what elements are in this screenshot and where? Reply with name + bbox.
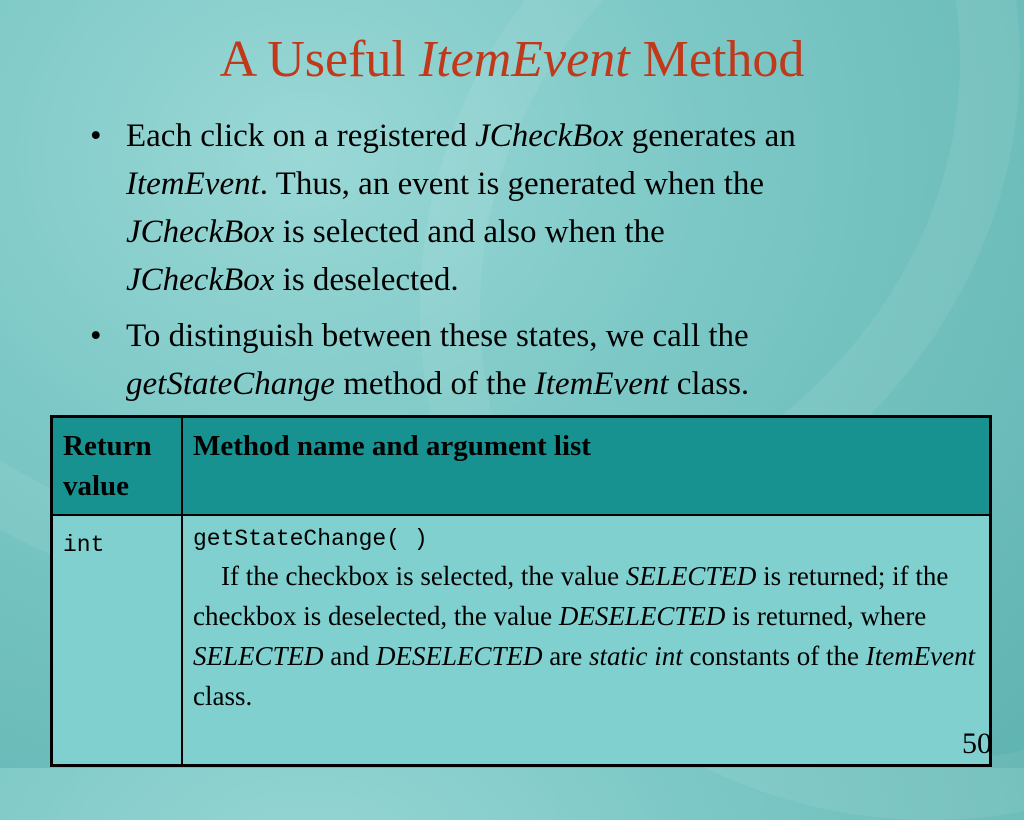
bullet-item — [82, 112, 962, 304]
bullet-text: class. — [668, 366, 750, 402]
desc-text: is returned; if the checkbox is deselected, the value — [193, 561, 949, 631]
title-italic: ItemEvent — [418, 31, 630, 88]
return-type: int — [63, 532, 105, 558]
bullet-italic: JCheckBox — [126, 214, 275, 250]
bullet-italic: getStateChange — [126, 366, 335, 402]
bullet-text: To distinguish between these states, we call the — [126, 318, 749, 354]
bullet-text: method of the — [334, 366, 535, 402]
method-signature: getStateChange( ) — [193, 526, 428, 552]
bullet-italic: JCheckBox — [475, 118, 624, 154]
bullet-list — [82, 112, 962, 416]
desc-text: class. — [193, 681, 253, 711]
desc-text: are — [542, 641, 589, 671]
desc-text: and — [323, 641, 377, 671]
header-return-value: Return value — [52, 417, 183, 516]
bullet-text: is selected and also when the — [274, 214, 665, 250]
method-description — [193, 556, 979, 716]
desc-italic: static int — [589, 641, 683, 671]
table-header-row — [52, 417, 991, 516]
desc-italic: DESELECTED — [376, 641, 543, 671]
table-row — [52, 515, 991, 766]
bullet-text: Each click on a registered — [126, 118, 476, 154]
bullet-text: generates an — [623, 118, 796, 154]
bullet-italic: JCheckBox — [126, 262, 275, 298]
cell-return-value — [52, 515, 183, 766]
desc-text: If the checkbox is selected, the value — [221, 561, 626, 591]
bullet-text: . Thus, an event is generated when the — [259, 166, 765, 202]
method-table — [50, 415, 992, 767]
title-part2: Method — [629, 31, 805, 88]
cell-method — [182, 515, 991, 766]
desc-italic: SELECTED — [193, 641, 324, 671]
slide-title — [0, 28, 1024, 92]
bullet-item — [82, 312, 962, 408]
page-number: 50 — [962, 727, 992, 760]
bullet-text: is deselected. — [274, 262, 459, 298]
title-part1: A Useful — [219, 31, 419, 88]
header-method-name: Method name and argument list — [182, 417, 991, 516]
desc-italic: DESELECTED — [558, 601, 726, 631]
bullet-italic: ItemEvent — [534, 366, 669, 402]
desc-italic: SELECTED — [625, 561, 757, 591]
bullet-italic: ItemEvent — [126, 166, 260, 202]
desc-italic: ItemEvent — [865, 641, 976, 671]
desc-text: is returned, where — [725, 601, 927, 631]
desc-text: constants of the — [682, 641, 866, 671]
